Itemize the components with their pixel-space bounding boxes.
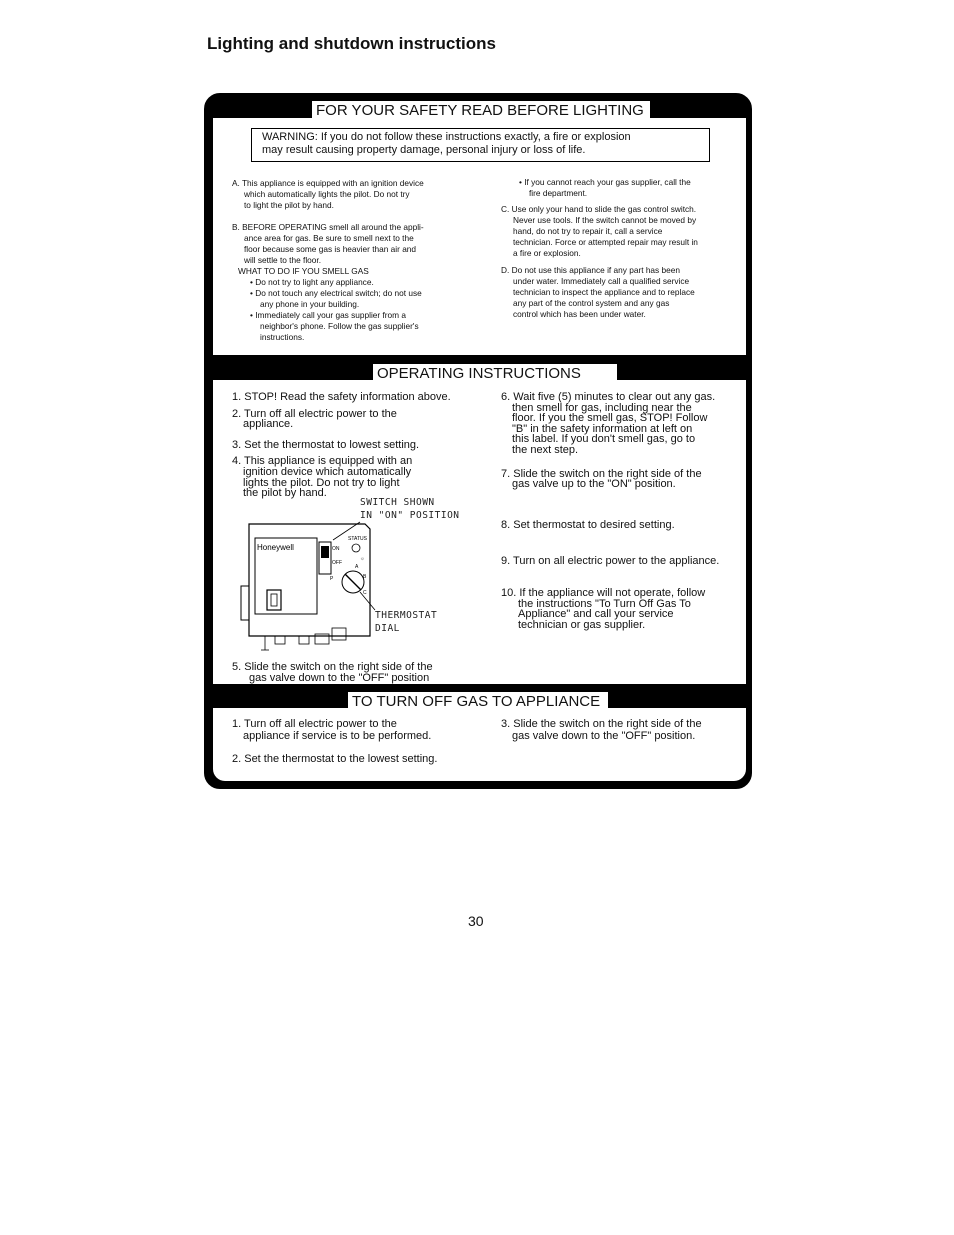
instruction-label-frame bbox=[204, 93, 752, 789]
turnoff-right-column bbox=[501, 718, 746, 742]
safety-left-column bbox=[232, 178, 482, 343]
step-8: 8. Set thermostat to desired setting. bbox=[501, 518, 675, 531]
svg-text:STATUS: STATUS bbox=[348, 536, 367, 542]
turnoff-step-1: 1. Turn off all electric power to the bbox=[232, 718, 397, 730]
svg-text:P: P bbox=[330, 576, 334, 582]
safety-item-d-line: technician to inspect the appliance and to replace bbox=[513, 287, 695, 297]
bullet-item: • Do not try to light any appliance. bbox=[250, 277, 374, 287]
step-2: 2. Turn off all electric power to the bbox=[232, 407, 397, 420]
operating-header: OPERATING INSTRUCTIONS bbox=[373, 364, 617, 382]
dial-callout-line2: DIAL bbox=[375, 623, 400, 634]
step-6-line: "B" in the safety information at left on bbox=[512, 422, 693, 435]
status-led bbox=[352, 544, 360, 552]
safety-item-b: B. BEFORE OPERATING smell all around the appli- bbox=[232, 222, 424, 232]
step-6-line: this label. If you don't smell gas, go to bbox=[512, 433, 696, 446]
step-10-line: the instructions "To Turn Off Gas To bbox=[518, 597, 691, 610]
gas-control-switch bbox=[321, 546, 329, 558]
step-4-line: the pilot by hand. bbox=[243, 487, 327, 500]
bullet-item-line: neighbor's phone. Follow the gas supplier's bbox=[260, 321, 419, 331]
svg-text:OFF: OFF bbox=[332, 560, 342, 566]
turnoff-step-1-line: appliance if service is to be performed. bbox=[243, 730, 432, 742]
svg-text:☼: ☼ bbox=[360, 556, 365, 562]
bullet-item-line: any phone in your building. bbox=[260, 299, 360, 309]
safety-item-c-line: Never use tools. If the switch cannot be moved by bbox=[513, 215, 697, 225]
step-1: 1. STOP! Read the safety information above. bbox=[232, 391, 451, 403]
bullet-item: • Immediately call your gas supplier from a bbox=[250, 310, 407, 320]
step-9: 9. Turn on all electric power to the appliance. bbox=[501, 555, 720, 568]
svg-text:A: A bbox=[355, 564, 359, 570]
step-10: 10. If the appliance will not operate, follow bbox=[501, 586, 706, 599]
operating-right-column bbox=[501, 392, 746, 630]
safety-item-a-line: to light the pilot by hand. bbox=[244, 200, 334, 210]
safety-item-c-line: technician. Force or attempted repair may result in bbox=[513, 237, 698, 247]
turnoff-step-3: 3. Slide the switch on the right side of the bbox=[501, 718, 702, 730]
safety-item-d-line: under water. Immediately call a qualified service bbox=[513, 276, 690, 286]
step-3: 3. Set the thermostat to lowest setting. bbox=[232, 438, 420, 451]
safety-item-d: D. Do not use this appliance if any part has been bbox=[501, 265, 680, 275]
warning-box bbox=[251, 128, 710, 162]
step-10-line: Appliance" and call your service bbox=[518, 608, 674, 621]
smell-gas-heading: WHAT TO DO IF YOU SMELL GAS bbox=[238, 266, 369, 276]
safety-section bbox=[213, 118, 746, 355]
brand-label: Honeywell bbox=[257, 543, 294, 552]
safety-item-a: A. This appliance is equipped with an ignition device bbox=[232, 178, 424, 188]
svg-text:C: C bbox=[363, 590, 367, 596]
step-7-line: gas valve up to the "ON" position. bbox=[512, 478, 676, 491]
operating-section bbox=[213, 380, 746, 684]
safety-item-d-line: control which has been under water. bbox=[513, 309, 646, 319]
step-4-line: lights the pilot. Do not try to light bbox=[243, 476, 400, 489]
bullet-item-line: instructions. bbox=[260, 332, 305, 342]
step-2-line: appliance. bbox=[243, 418, 294, 431]
warning-line: may result causing property damage, personal injury or loss of life. bbox=[262, 144, 586, 156]
switch-callout-line2: IN "ON" POSITION bbox=[360, 510, 460, 521]
safety-item-c: C. Use only your hand to slide the gas control switch. bbox=[501, 204, 697, 214]
turnoff-step-3-line: gas valve down to the "OFF" position. bbox=[512, 730, 696, 742]
safety-item-c-line: a fire or explosion. bbox=[513, 248, 581, 258]
step-5: 5. Slide the switch on the right side of the bbox=[232, 661, 433, 673]
bullet-item: • If you cannot reach your gas supplier, call the bbox=[519, 177, 691, 187]
turnoff-header: TO TURN OFF GAS TO APPLIANCE bbox=[348, 692, 608, 710]
turnoff-step-2: 2. Set the thermostat to the lowest setting. bbox=[232, 753, 438, 765]
warning-line: WARNING: If you do not follow these instructions exactly, a fire or explosion bbox=[262, 131, 631, 143]
bullet-item: • Do not touch any electrical switch; do not use bbox=[250, 288, 422, 298]
step-6-line: then smell for gas, including near the bbox=[512, 401, 692, 414]
safety-item-a-line: which automatically lights the pilot. Do not try bbox=[244, 189, 410, 199]
safety-item-b-line: ance area for gas. Be sure to smell next to the bbox=[244, 233, 414, 243]
safety-item-b-line: will settle to the floor. bbox=[244, 255, 322, 265]
safety-item-c-line: hand, do not try to repair it, call a service bbox=[513, 226, 663, 236]
svg-text:B: B bbox=[363, 574, 367, 580]
step-6-line: the next step. bbox=[512, 443, 579, 456]
step-7: 7. Slide the switch on the right side of the bbox=[501, 467, 702, 480]
operating-left-column bbox=[232, 392, 487, 499]
step-10-line: technician or gas supplier. bbox=[518, 618, 646, 631]
turnoff-left-column bbox=[232, 718, 487, 765]
bullet-item-line: fire department. bbox=[529, 188, 588, 198]
dial-callout-line1: THERMOSTAT bbox=[375, 610, 438, 621]
page-title: Lighting and shutdown instructions bbox=[207, 34, 496, 53]
safety-header: FOR YOUR SAFETY READ BEFORE LIGHTING bbox=[312, 101, 650, 119]
safety-item-b-line: floor because some gas is heavier than air and bbox=[244, 244, 417, 254]
switch-callout-line1: SWITCH SHOWN bbox=[360, 498, 435, 508]
safety-item-d-line: any part of the control system and any gas bbox=[513, 298, 670, 308]
step-5-line: gas valve down to the "OFF" position bbox=[249, 671, 430, 684]
page-number: 30 bbox=[468, 913, 484, 929]
step-6-line: floor. If you the smell gas, STOP! Follow bbox=[512, 412, 708, 425]
step-4: 4. This appliance is equipped with an bbox=[232, 455, 413, 468]
gas-valve-diagram bbox=[235, 498, 475, 658]
safety-right-column bbox=[501, 177, 741, 320]
step-4-line: ignition device which automatically bbox=[243, 465, 412, 478]
svg-text:ON: ON bbox=[332, 546, 340, 552]
turnoff-section bbox=[213, 708, 746, 781]
operating-step-5 bbox=[232, 662, 487, 684]
step-6: 6. Wait five (5) minutes to clear out any gas. bbox=[501, 391, 716, 403]
